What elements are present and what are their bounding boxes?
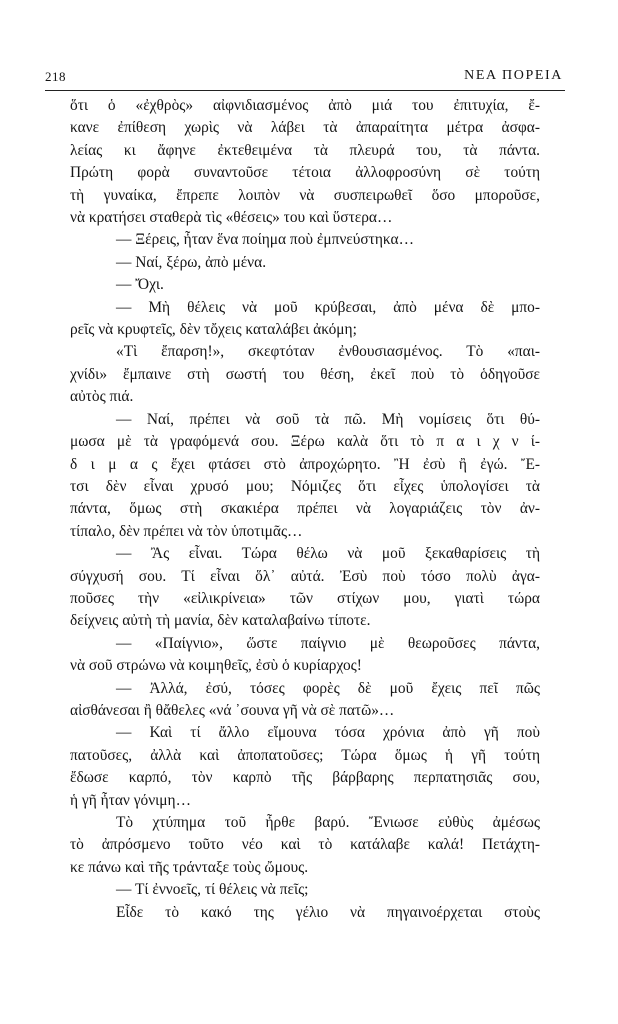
text-line: νὰ κρατήσει σταθερὰ τὶς «θέσεις» του καὶ ὕστερα… — [70, 209, 393, 227]
running-title: ΝΕΑ ΠΟΡΕΙΑ — [464, 68, 563, 83]
page-number: 218 — [45, 69, 66, 84]
text-line: τσι δὲν εἶναι χρυσό μου; Νόμιζες ὅτι εἶχες ὑπολογίσει τὰ — [70, 477, 540, 495]
text-line: ὅτι ὁ «ἐχθρὸς» αἰφνιδιασμένος ἀπὸ μιά του ἐπιτυχία, ἔ- — [70, 97, 540, 114]
text-line: νὰ σοῦ στρώνω νὰ κοιμηθεῖς, ἐσὺ ὁ κυρίαρχος! — [70, 657, 362, 675]
text-line: Εἶδε τὸ κακό της γέλιο νὰ πηγαινοέρχεται στοὺς — [116, 903, 540, 921]
text-line: «Τὶ ἔπαρση!», σκεφτόταν ἐνθουσιασμένος. Τὸ «παι- — [116, 343, 540, 361]
page-header — [45, 66, 565, 91]
text-line: κε πάνω καὶ τῆς τράνταξε τοὺς ὤμους. — [70, 858, 309, 876]
text-line: τὴ γυναίκα, ἔπρεπε λοιπὸν νὰ συσπειρωθεῖ ὅσο μποροῦσε, — [70, 186, 540, 204]
text-line: — Μὴ θέλεις νὰ μοῦ κρύβεσαι, ἀπὸ μένα δὲ μπο- — [116, 298, 540, 316]
text-line: — Καὶ τί ἄλλο εἴμουνα τόσα χρόνια ἀπὸ γῆ ποὺ — [116, 724, 540, 742]
body-text — [70, 95, 540, 924]
text-line: κανε ἐπίθεση χωρὶς νὰ λάβει τὰ ἀπαραίτητα μέτρα ἀσφα- — [70, 119, 540, 137]
text-line: ρεῖς νὰ κρυφτεῖς, δὲν τὄχεις καταλάβει ἀκόμη; — [70, 321, 357, 339]
text-line: — Ναί, ξέρω, ἀπὸ μένα. — [116, 253, 267, 271]
text-line: αὐτὸς πιά. — [70, 388, 134, 406]
text-line: — Ἂς εἶναι. Τώρα θέλω νὰ μοῦ ξεκαθαρίσεις τὴ — [116, 545, 540, 563]
text-line: πάντα, ὅμως στὴ σκακιέρα πρέπει νὰ λογαριάζεις τὸν ἀν- — [70, 500, 540, 518]
text-line: — Ξέρεις, ἦταν ἕνα ποίημα ποὺ ἐμπνεύστηκα… — [116, 231, 414, 249]
text-line: ἡ γῆ ἦταν γόνιμη… — [70, 791, 191, 809]
text-line: ποῦσες τὴν «εἰλικρίνεια» τῶν στίχων μου, γιατὶ τώρα — [70, 589, 540, 607]
text-line: — Ὄχι. — [116, 276, 164, 294]
text-line: — Τί ἐννοεῖς, τί θέλεις νὰ πεῖς; — [116, 881, 309, 899]
text-line: τίπαλο, δὲν πρέπει νὰ τὸν ὑποτιμᾶς… — [70, 522, 303, 540]
text-line: σύγχυσή σου. Τί εἶναι ὅλ᾽ αὐτά. Ἐσὺ ποὺ τόσο πολὺ ἀγα- — [70, 567, 540, 585]
text-line: αἰσθάνεσαι ἢ θἄθελες «νά ᾽σουνα γῆ νὰ σὲ πατῶ»… — [70, 701, 395, 719]
text-line: δείχνεις αὐτὴ τὴ μανία, δὲν καταλαβαίνω τίποτε. — [70, 612, 371, 630]
text-line: — «Παίγνιο», ὥστε παίγνιο μὲ θεωροῦσες πάντα, — [116, 634, 540, 652]
text-line: ἔδωσε καρπό, τὸν καρπὸ τῆς βάρβαρης περπατησιᾶς σου, — [70, 769, 540, 787]
text-line: δ ι μ α ς ἔχει φτάσει στὸ ἀπροχώρητο. Ἢ ἐσὺ ἢ ἐγώ. Ἔ- — [70, 455, 540, 473]
text-line: μωσα μὲ τὰ γραφόμενά σου. Ξέρω καλὰ ὅτι τὸ π α ι χ ν ί- — [70, 433, 540, 451]
text-line: πατοῦσες, ἀλλὰ καὶ ἀποπατοῦσες; Τώρα ὅμως ἡ γῆ τούτη — [70, 746, 540, 764]
text-line: Τὸ χτύπημα τοῦ ἦρθε βαρύ. Ἔνιωσε εὐθὺς ἀμέσως — [116, 814, 540, 831]
text-line: Πρώτη φορὰ συναντοῦσε τέτοια ἀλλοφροσύνη σὲ τούτη — [70, 164, 540, 182]
text-line: λείας κι ἄφηνε ἐκτεθειμένα τὰ πλευρά του, τὰ πάντα. — [70, 141, 540, 159]
text-line: — Ἀλλά, ἐσύ, τόσες φορὲς δὲ μοῦ ἔχεις πεῖ πῶς — [116, 679, 540, 697]
text-line: τὸ ἀπρόσμενο τοῦτο νέο καὶ τὸ κατάλαβε καλά! Πετάχτη- — [70, 836, 540, 854]
text-line: χνίδι» ἔμπαινε στὴ σωστή του θέση, ἐκεῖ ποὺ τὸ ὁδηγοῦσε — [70, 365, 540, 383]
text-line: — Ναί, πρέπει νὰ σοῦ τὰ πῶ. Μὴ νομίσεις ὅτι θύ- — [116, 410, 540, 428]
